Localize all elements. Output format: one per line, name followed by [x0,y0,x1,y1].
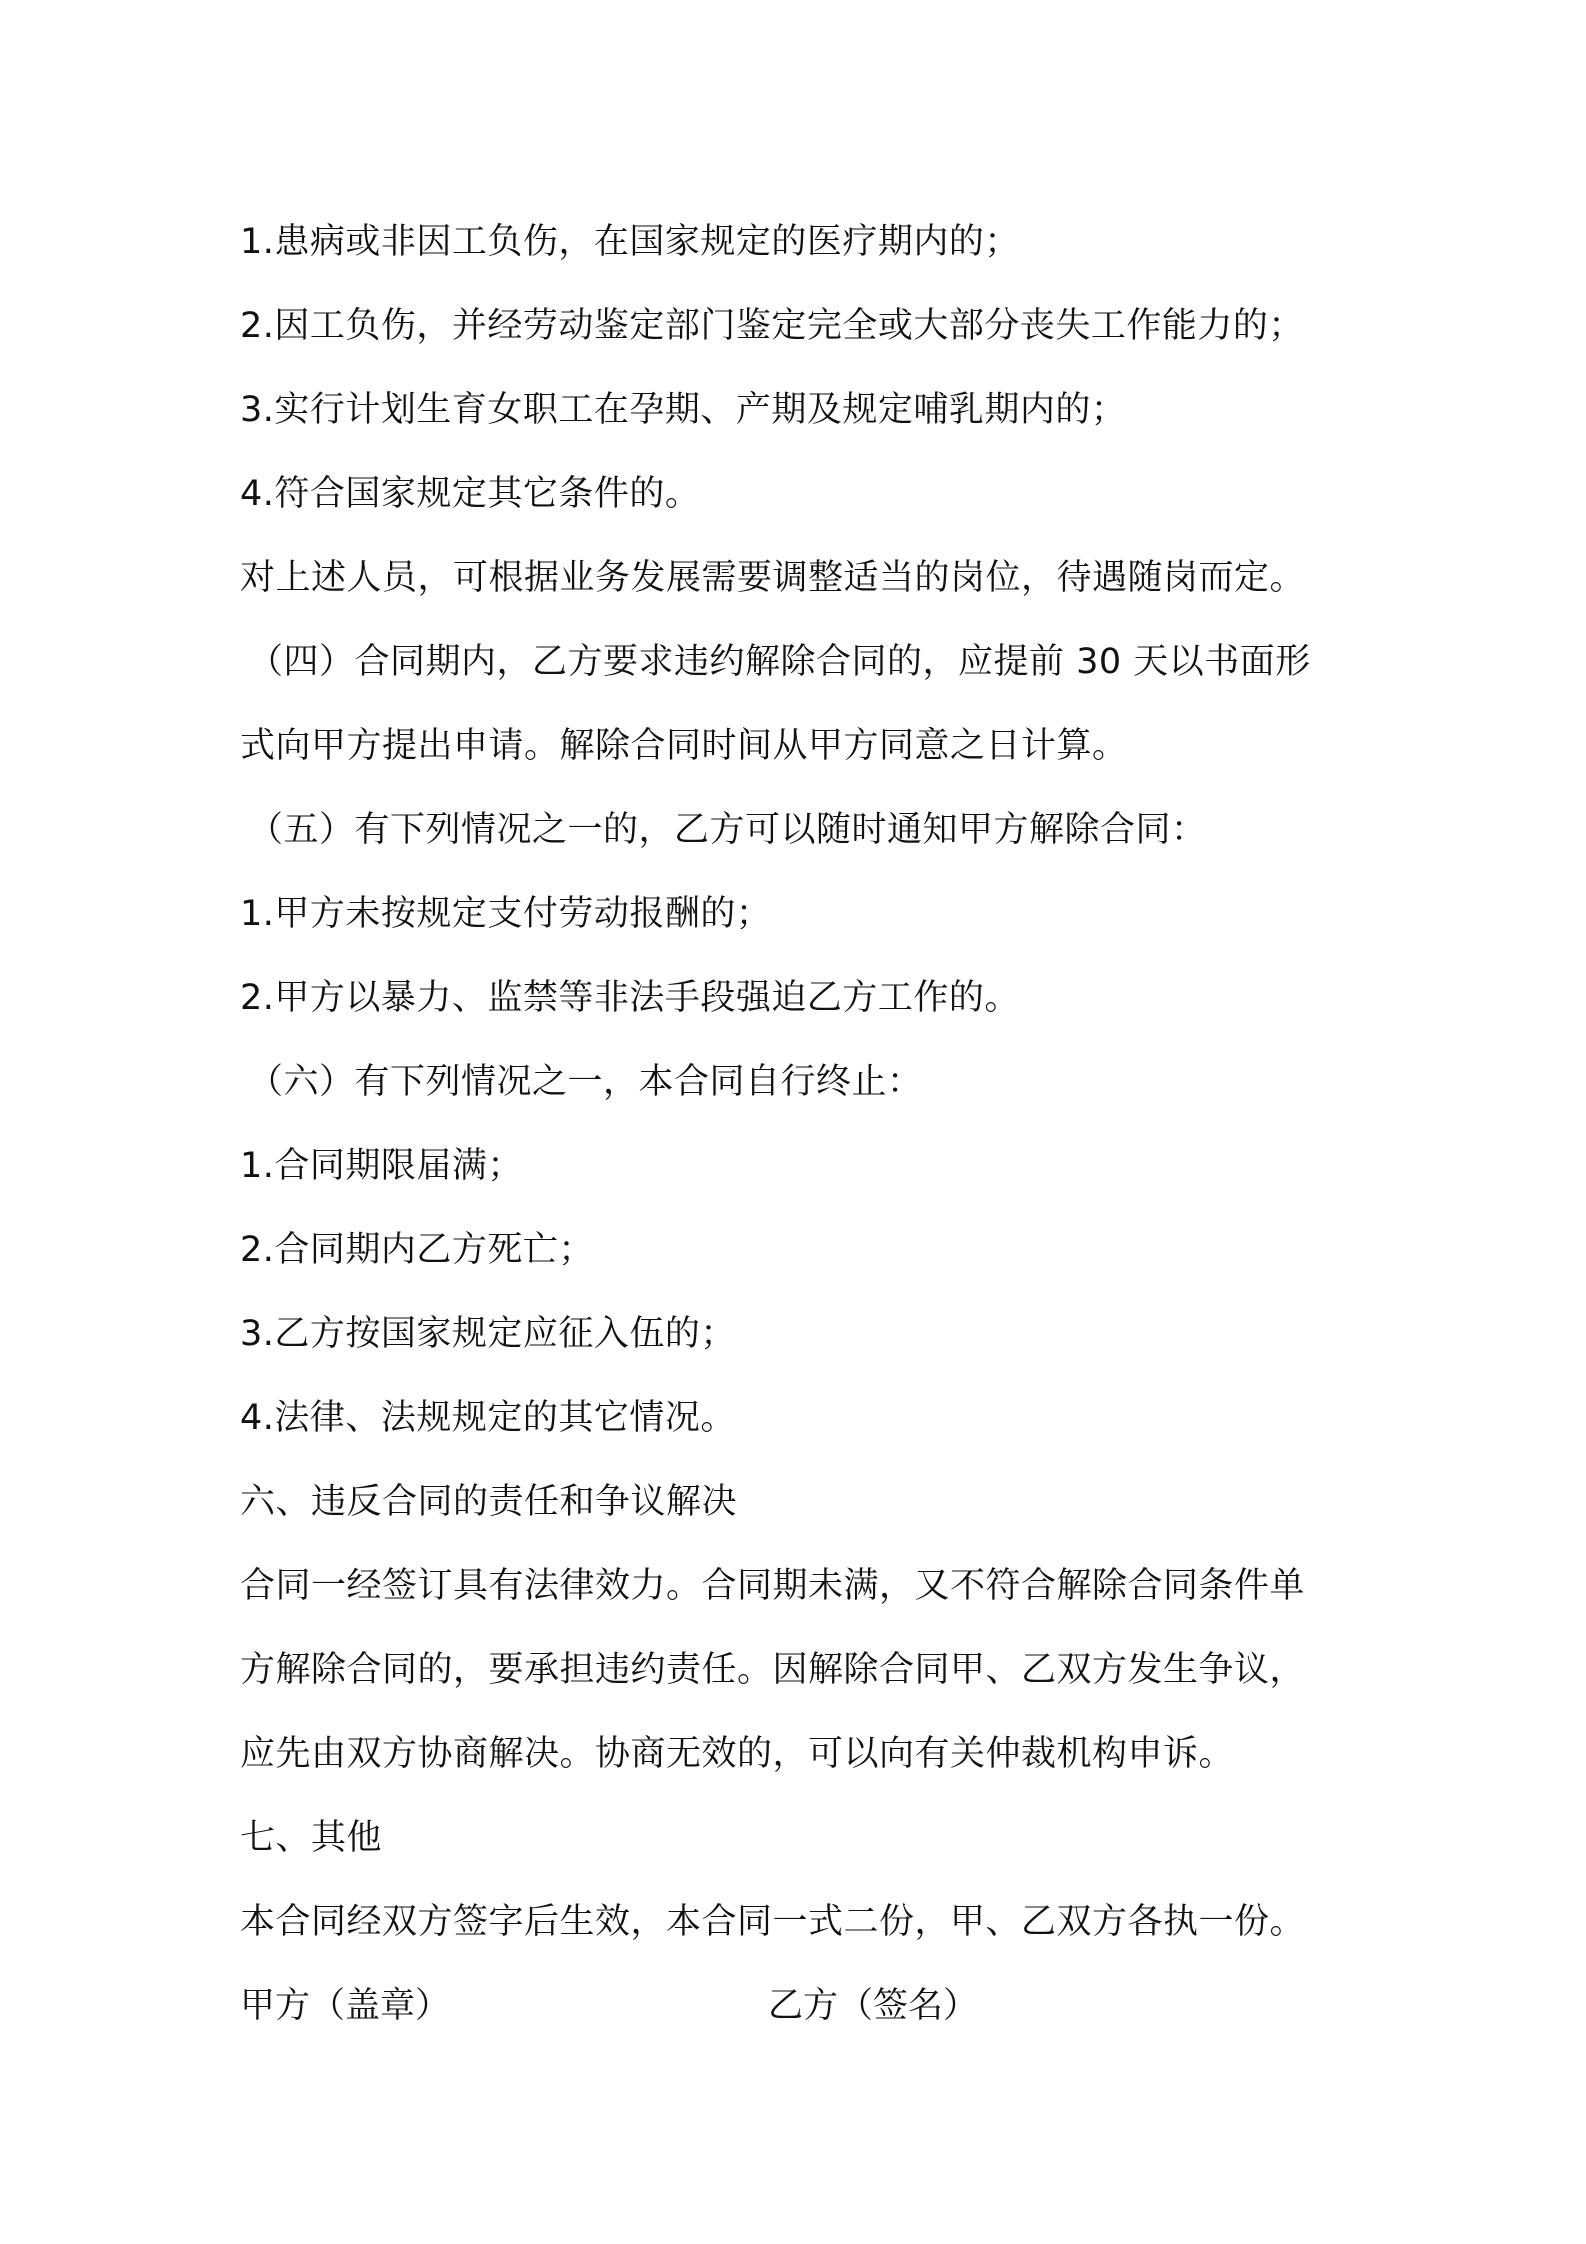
clause-line-17: 合同一经签订具有法律效力。合同期未满，又不符合解除合同条件单 [240,1566,1306,1606]
clause-line-10: 2.甲方以暴力、监禁等非法手段强迫乙方工作的。 [240,978,1020,1018]
clause-line-18: 方解除合同的，要承担违约责任。因解除合同甲、乙双方发生争议， [240,1650,1306,1690]
clause-line-3: 3.实行计划生育女职工在孕期、产期及规定哺乳期内的； [240,390,1127,430]
document-body [240,200,1360,2048]
clause-line-5: 对上述人员，可根据业务发展需要调整适当的岗位，待遇随岗而定。 [240,558,1306,598]
clause-line-8: （五）有下列情况之一的，乙方可以随时通知甲方解除合同： [248,810,1207,850]
clause-line-15: 4.法律、法规规定的其它情况。 [240,1398,736,1438]
clause-line-4: 4.符合国家规定其它条件的。 [240,474,701,514]
section-heading-6: 六、违反合同的责任和争议解决 [240,1482,738,1522]
clause-line-1: 1.患病或非因工负伤，在国家规定的医疗期内的； [240,222,1020,262]
party-a-signature-label: 甲方（盖章） [240,1986,451,2026]
clause-line-12: 1.合同期限届满； [240,1146,523,1186]
clause-line-14: 3.乙方按国家规定应征入伍的； [240,1314,736,1354]
clause-line-9: 1.甲方未按规定支付劳动报酬的； [240,894,772,934]
party-b-signature-label: 乙方（签名） [768,1986,979,2026]
section-heading-7: 七、其他 [240,1818,383,1858]
clause-line-7: 式向甲方提出申请。解除合同时间从甲方同意之日计算。 [240,726,1128,766]
clause-line-13: 2.合同期内乙方死亡； [240,1230,594,1270]
clause-line-11: （六）有下列情况之一，本合同自行终止： [248,1062,923,1102]
clause-line-19: 应先由双方协商解决。协商无效的，可以向有关仲裁机构申诉。 [240,1734,1235,1774]
clause-line-6: （四）合同期内，乙方要求违约解除合同的，应提前 30 天以书面形 [248,642,1311,682]
clause-line-2: 2.因工负伤，并经劳动鉴定部门鉴定完全或大部分丧失工作能力的； [240,306,1304,346]
clause-line-21: 本合同经双方签字后生效，本合同一式二份，甲、乙双方各执一份。 [240,1902,1306,1942]
signature-row [240,1964,1360,2048]
